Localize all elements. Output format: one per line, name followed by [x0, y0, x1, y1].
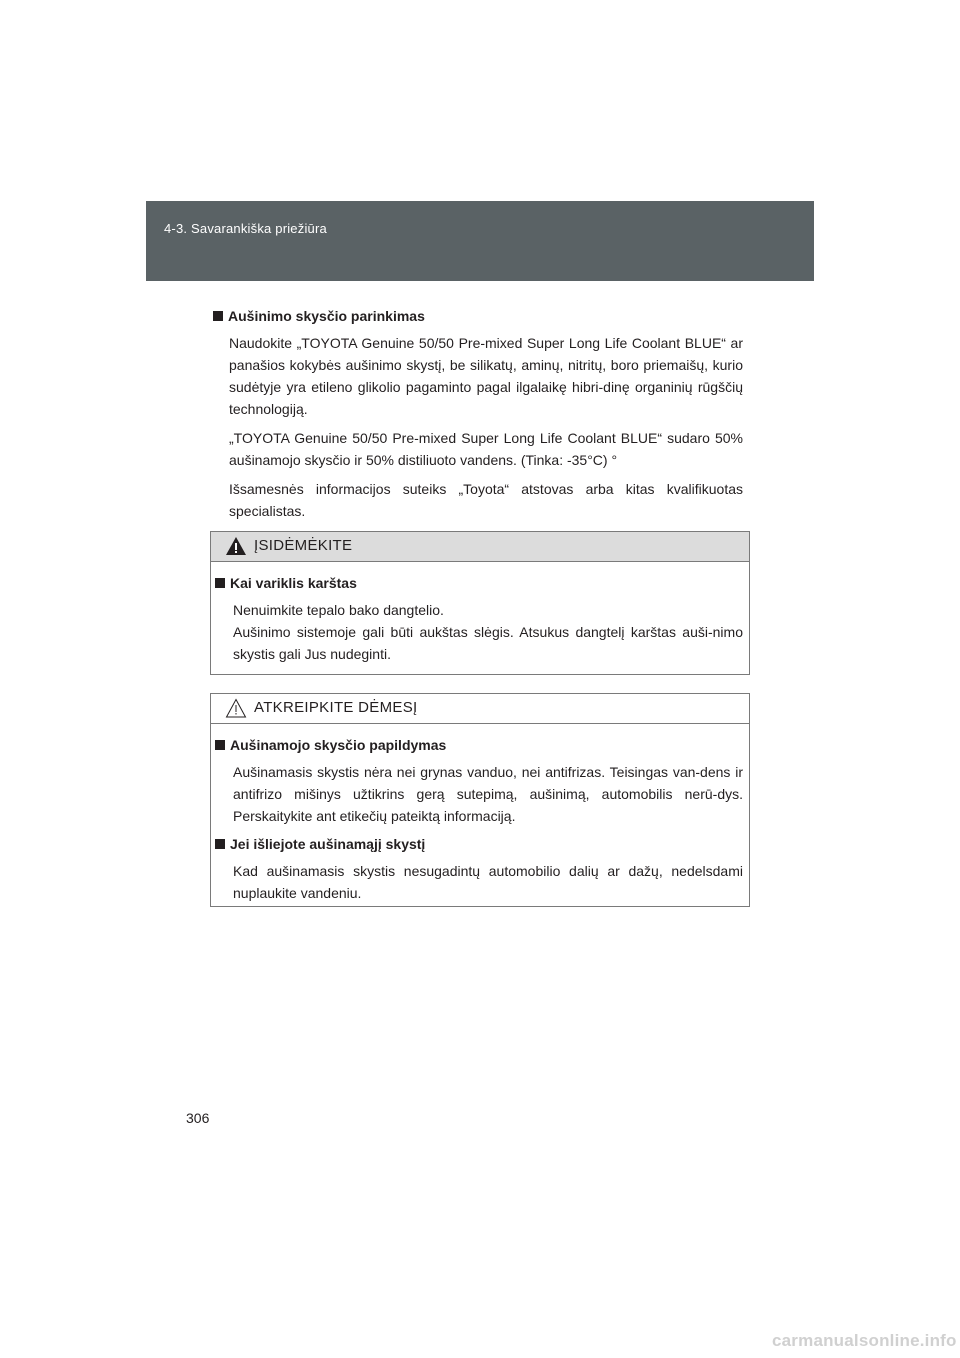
caution-box-body	[211, 562, 749, 680]
notice-heading-2-text: Jei išliejote aušinamąjį skystį	[230, 836, 426, 852]
main-heading	[213, 306, 743, 326]
notice-text-1: Aušinamasis skystis nėra nei grynas vanduo, nei antifrizas. Teisingas van-dens ir antifrizo mišinys užtikrins gerą sutepimą, aušinimą, automobilis nerū-dys. Perskaitykite ant etikečių pateiktą informaciją.	[233, 764, 743, 824]
notice-box	[210, 693, 750, 907]
section-title: 4-3. Savarankiška priežiūra	[164, 221, 327, 236]
notice-heading-1-text: Aušinamojo skysčio papildymas	[230, 737, 447, 753]
section-header-bar	[146, 201, 814, 281]
square-bullet-icon	[215, 578, 225, 588]
warning-triangle-filled-icon	[225, 536, 247, 556]
notice-heading-1	[215, 735, 743, 755]
notice-box-header	[211, 694, 749, 724]
caution-line-1: Nenuimkite tepalo bako dangtelio.	[233, 602, 444, 618]
warning-triangle-outline-icon	[225, 698, 247, 718]
notice-heading-2	[215, 834, 743, 854]
main-content	[213, 306, 743, 529]
square-bullet-icon	[213, 311, 223, 321]
square-bullet-icon	[215, 839, 225, 849]
main-paragraph-2: „TOYOTA Genuine 50/50 Pre-mixed Super Long Life Coolant BLUE“ sudaro 50% aušinamojo skysčio ir 50% distiliuoto vandens. (Tinka: -35°C) °	[229, 430, 743, 468]
caution-box-header	[211, 532, 749, 562]
caution-heading-text: Kai variklis karštas	[230, 575, 357, 591]
page-number: 306	[186, 1110, 210, 1126]
main-paragraph-1: Naudokite „TOYOTA Genuine 50/50 Pre-mixed Super Long Life Coolant BLUE“ ar panašios kokybės aušinimo skystį, be silikatų, aminų, nitritų, boro priemaišų, kurio sudėtyje yra etileno glikolio pagaminto pagal ilgalaikę hibri-dinę organinių rūgščių technologiją.	[229, 335, 743, 417]
caution-line-2: Aušinimo sistemoje gali būti aukštas slėgis. Atsukus dangtelį karštas auši-nimo skystis gali Jus nudeginti.	[233, 624, 743, 662]
notice-box-body	[211, 724, 749, 919]
main-paragraph-3: Išsamesnės informacijos suteiks „Toyota“ atstovas arba kitas kvalifikuotas specialistas.	[229, 481, 743, 519]
main-heading-text: Aušinimo skysčio parinkimas	[228, 308, 425, 324]
caution-title: ĮSIDĖMĖKITE	[254, 537, 353, 554]
square-bullet-icon	[215, 740, 225, 750]
watermark: carmanualsonline.info	[772, 1331, 957, 1350]
caution-box	[210, 531, 750, 675]
notice-text-2: Kad aušinamasis skystis nesugadintų automobilio dalių ar dažų, nedelsdami nuplaukite vandeniu.	[233, 863, 743, 901]
notice-title: ATKREIPKITE DĖMESĮ	[254, 699, 418, 716]
caution-heading	[215, 573, 743, 593]
